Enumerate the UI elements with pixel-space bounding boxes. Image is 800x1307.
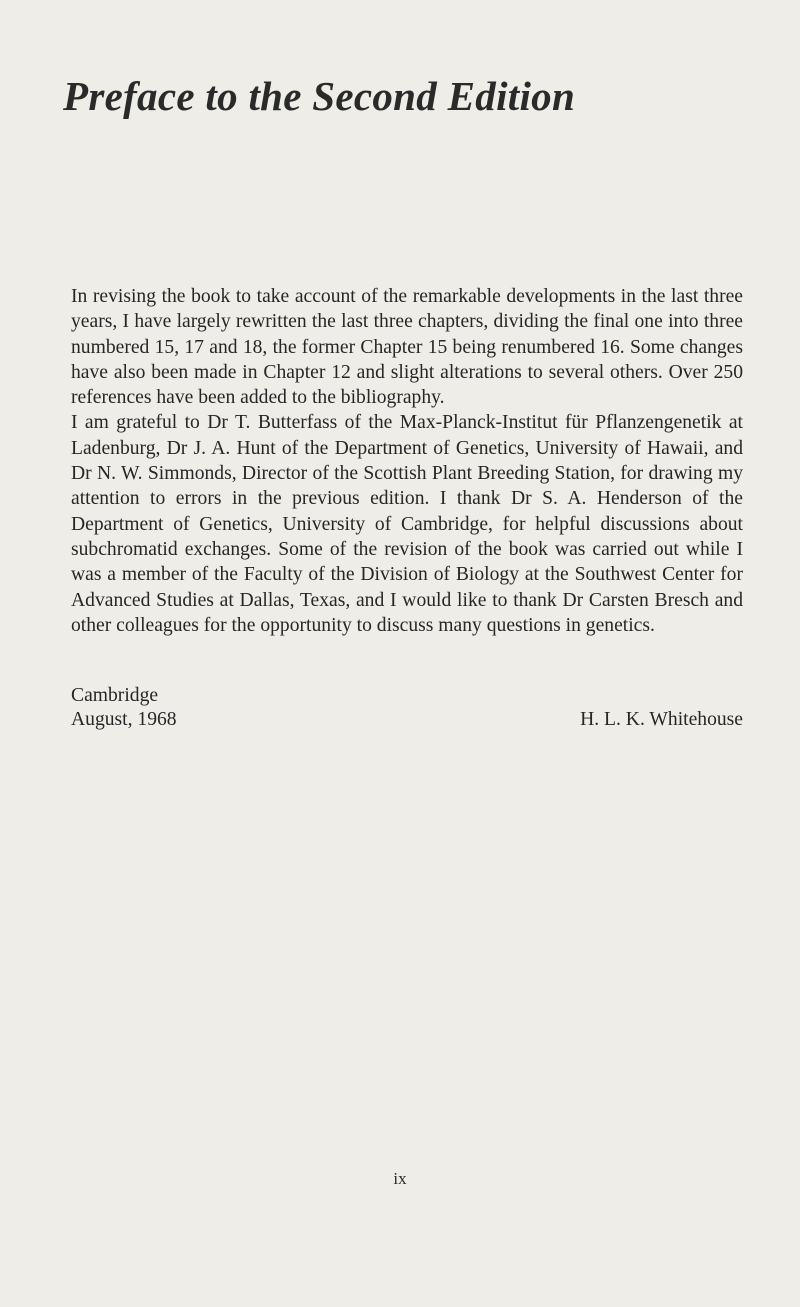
preface-body [71, 284, 743, 638]
signoff-row [71, 708, 743, 732]
signoff-date: August, 1968 [71, 709, 177, 730]
signoff [71, 684, 743, 732]
page-title: Preface to the Second Edition [63, 73, 576, 119]
page-number: ix [393, 1169, 407, 1188]
signoff-place: Cambridge [71, 685, 159, 706]
signoff-author: H. L. K. Whitehouse [580, 709, 743, 730]
paragraph-2: I am grateful to Dr T. Butterfass of the Max-Planck-Institut für Pflanzengenetik at Ladenburg, Dr J. A. Hunt of the Department of Genetics, University of Hawaii, and Dr N. W. Simmonds, Director of the Scottish Plant Breeding Station, for drawing my attention to errors in the previous edition. I thank Dr S. A. Henderson of the Department of Genetics, University of Cambridge, for helpful discussions about subchromatid exchanges. Some of the revision of the book was carried out while I was a member of the Faculty of the Division of Biology at the Southwest Center for Advanced Studies at Dallas, Texas, and I would like to thank Dr Carsten Bresch and other colleagues for the opportunity to discuss many questions in genetics. [71, 412, 743, 636]
paragraph-1: In revising the book to take account of the remarkable developments in the last three years, I have largely rewritten the last three chapters, dividing the final one into three numbered 15, 17 and 18, the former Chapter 15 being renumbered 16. Some changes have also been made in Chapter 12 and slight alterations to several others. Over 250 references have been added to the bibliography. [71, 286, 743, 409]
